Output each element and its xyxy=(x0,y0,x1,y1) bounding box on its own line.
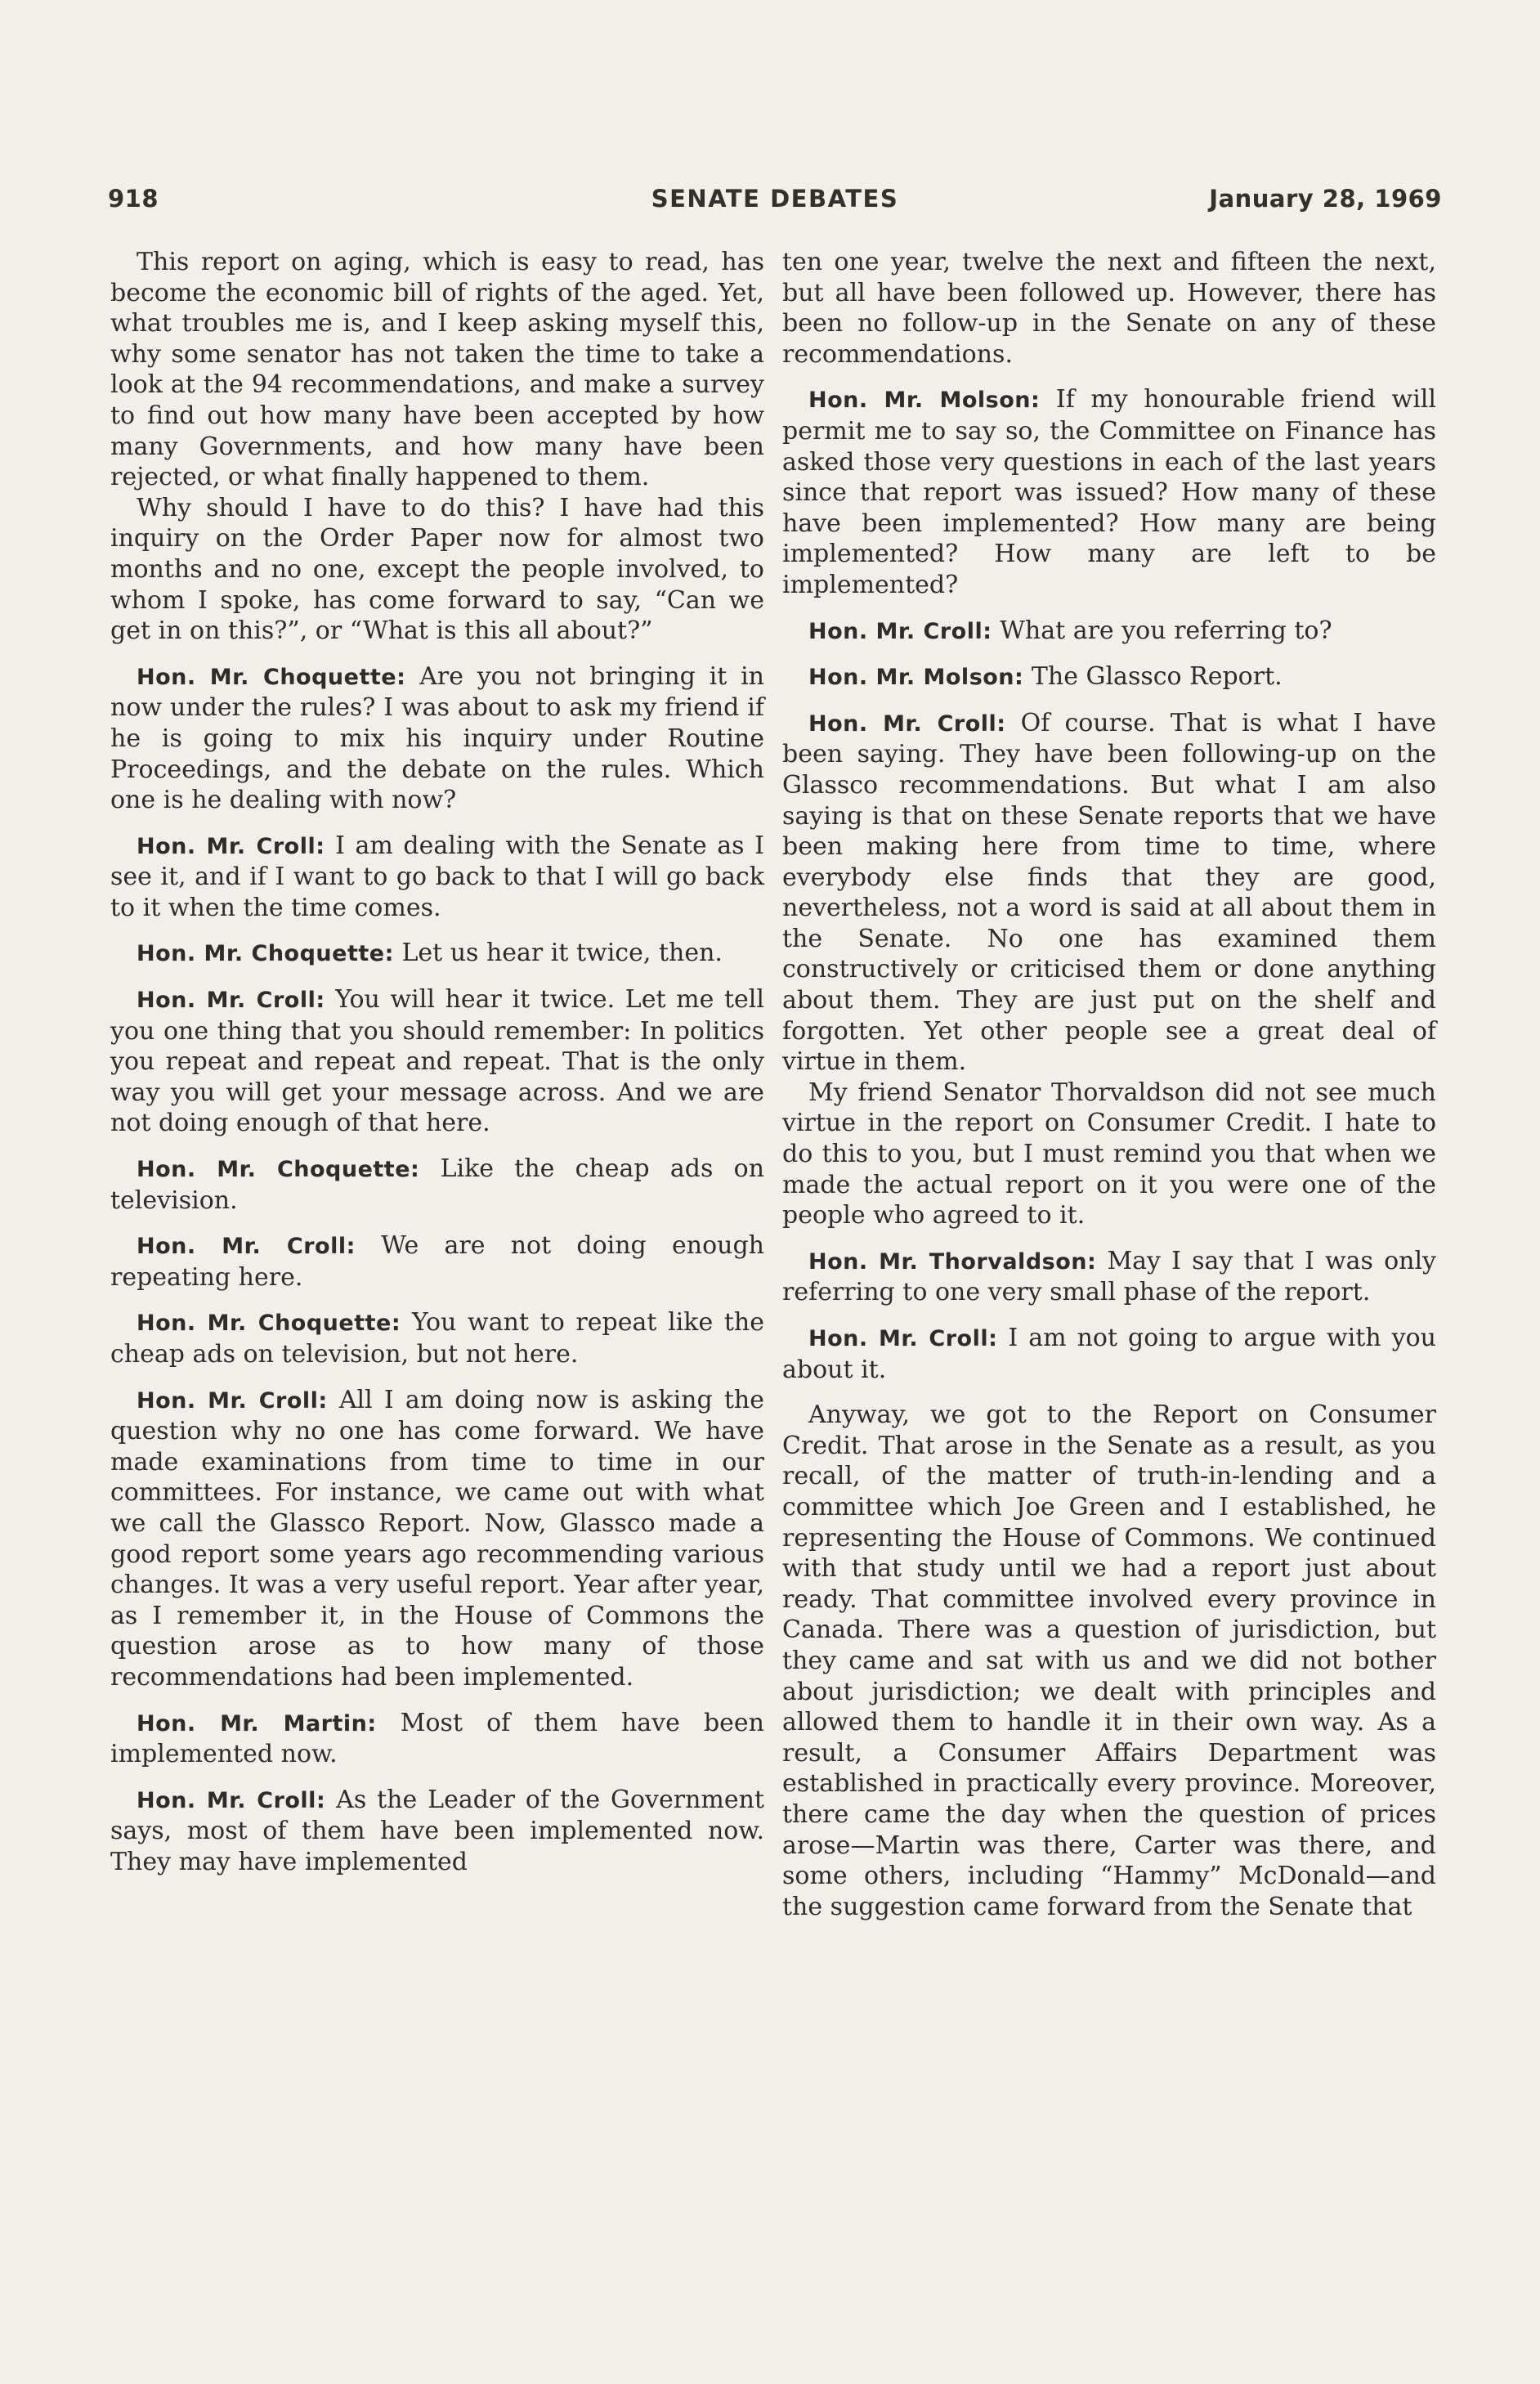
speech-text: All I am doing now is asking the question why no one has come forward. We have made examinations from time to time in our committees. For instance, we came out with what we call the Glassco Report. Now, Glassco made a good report some years ago recommending various changes. It was a very useful report. Year after year, as I remember it, in the House of Commons the question arose as to how many of those recommendations had been implemented. xyxy=(110,1385,764,1692)
issue-date: January 28, 1969 xyxy=(1209,185,1442,213)
speech xyxy=(110,1708,764,1770)
speech-text: What are you referring to? xyxy=(1000,616,1332,645)
speech-text: Are you not bringing it in now under the rules? I was about to ask my friend if he is going to mix his inquiry under Routine Proceedings, and the debate on the rules. Which one is he dealing with now? xyxy=(110,661,764,815)
speech-text: I am dealing with the Senate as I see it, and if I want to go back to that I will go back to it when the time comes. xyxy=(110,831,764,922)
speech-text: We are not doing enough repeating here. xyxy=(110,1231,764,1292)
speech xyxy=(782,1323,1436,1385)
speaker-name: Hon. Mr. Thorvaldson: xyxy=(808,1248,1097,1275)
publication-title: SENATE DEBATES xyxy=(651,185,899,213)
speech xyxy=(110,1154,764,1216)
speech-text: Like the cheap ads on television. xyxy=(110,1154,765,1215)
page-header xyxy=(108,185,1442,217)
paragraph: This report on aging, which is easy to read, has become the economic bill of rights of the aged. Yet, what troubles me is, and I keep asking myself this, why some senator has not taken the time to take a look at the 94 recommendations, and make a survey to find out how many have been accepted by how many Governments, and how many have been rejected, or what finally happened to them. xyxy=(110,248,764,492)
speech-text: You will hear it twice. Let me tell you one thing that you should remember: In politics you repeat and repeat and repeat. That is the only way you will get your message across. And we are not doing enough of that here. xyxy=(110,985,764,1138)
speech xyxy=(110,1385,764,1693)
speaker-name: Hon. Mr. Choquette: xyxy=(137,1311,401,1337)
speech xyxy=(110,1785,764,1878)
speaker-name: Hon. Mr. Croll: xyxy=(137,988,325,1014)
speaker-name: Hon. Mr. Croll: xyxy=(808,710,1006,737)
speech-text: Most of them have been implemented now. xyxy=(110,1708,764,1769)
speaker-name: Hon. Mr. Croll: xyxy=(808,618,992,644)
speaker-name: Hon. Mr. Croll: xyxy=(137,1787,326,1813)
speech xyxy=(110,1230,764,1293)
paragraph: ten one year, twelve the next and fifteen the next, but all have been followed up. However, there has been no follow-up in the Senate on any of these recommendations. xyxy=(782,248,1436,369)
right-column xyxy=(782,247,1436,1922)
speech xyxy=(782,1246,1436,1308)
speaker-name: Hon. Mr. Molson: xyxy=(808,388,1041,414)
speech-text: Let us hear it twice, then. xyxy=(401,939,723,968)
page-number: 918 xyxy=(108,185,159,213)
speech-text: May I say that I was only referring to one very small phase of the report. xyxy=(782,1246,1436,1307)
speech xyxy=(782,661,1436,693)
speech xyxy=(110,1307,764,1369)
speech-text: The Glassco Report. xyxy=(1031,662,1283,692)
speaker-name: Hon. Mr. Croll: xyxy=(137,1234,356,1260)
speech xyxy=(110,831,764,924)
paragraph: Why should I have to do this? I have had this inquiry on the Order Paper now for almost two months and no one, except the people involved, to whom I spoke, has come forward to say, “Can we get in on this?”, or “What is this all about?” xyxy=(110,493,764,646)
speaker-name: Hon. Mr. Choquette: xyxy=(137,664,406,690)
speech xyxy=(782,708,1436,1078)
speech xyxy=(110,661,764,816)
paragraph: Anyway, we got to the Report on Consumer Credit. That arose in the Senate as a result, as you recall, of the matter of truth-in-lending and a committee which Joe Green and I established, he representing the House of Commons. We continued with that study until we had a report just about ready. That committee involved every province in Canada. There was a question of jurisdiction, but they came and sat with us and we did not bother about jurisdiction; we dealt with principles and allowed them to handle it in their own way. As a result, a Consumer Affairs Department was established in practically every province. Moreover, there came the day when the question of prices arose—Martin was there, Carter was there, and some others, including “Hammy” McDonald—and the suggestion came forward from the Senate that xyxy=(782,1400,1436,1921)
speech-text: I am not going to argue with you about it. xyxy=(782,1324,1436,1384)
speaker-name: Hon. Mr. Choquette: xyxy=(137,941,394,967)
speech xyxy=(110,938,764,970)
speaker-name: Hon. Mr. Croll: xyxy=(137,1387,328,1414)
speech-text: Of course. That is what I have been saying. They have been following-up on the Glassco recommendations. But what I am also saying is that on these Senate reports that we have been making here from time to time, where everybody else finds that they are good, nevertheless, not a word is said at all about them in the Senate. No one has examined them constructively or criticised them or done anything about them. They are just put on the shelf and forgotten. Yet other people see a great deal of virtue in them. xyxy=(782,708,1436,1077)
speaker-name: Hon. Mr. Croll: xyxy=(808,1326,998,1351)
left-column xyxy=(110,247,764,1878)
speech-text: If my honourable friend will permit me to say so, the Committee on Finance has asked those very questions in each of the last years since that report was issued? How many of these have been implemented? How many are being implemented? How many are left to be implemented? xyxy=(782,385,1436,599)
speaker-name: Hon. Mr. Molson: xyxy=(808,665,1024,691)
speaker-name: Hon. Mr. Choquette: xyxy=(137,1157,420,1183)
speech xyxy=(782,616,1436,648)
paragraph: My friend Senator Thorvaldson did not see much virtue in the report on Consumer Credit. I hate to do this to you, but I must remind you that when we made the actual report on it you were one of the people who agreed to it. xyxy=(782,1078,1436,1230)
speech-text: You want to repeat like the cheap ads on television, but not here. xyxy=(110,1308,764,1369)
speech xyxy=(782,384,1436,600)
speech xyxy=(110,984,764,1139)
speech-text: As the Leader of the Government says, most of them have been implemented now. They may have implemented xyxy=(110,1785,764,1876)
speaker-name: Hon. Mr. Martin: xyxy=(137,1710,377,1736)
speaker-name: Hon. Mr. Croll: xyxy=(137,833,325,859)
